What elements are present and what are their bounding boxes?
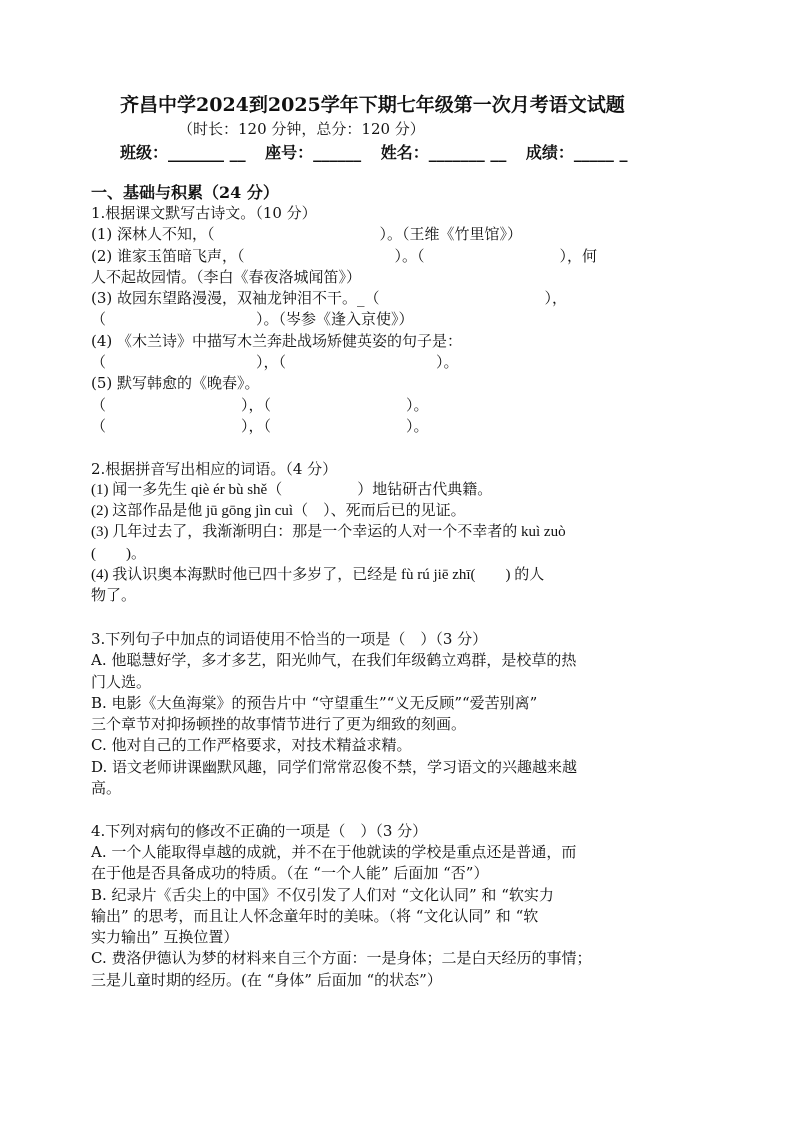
q4-option-a-cont: 在于他是否具备成功的特质。（在 “一个人能” 后面加 “否”）: [91, 864, 489, 883]
q1-line: （ ），（ ）。: [91, 395, 429, 414]
q1-line: （ ）。（岑参《逢入京使》）: [91, 310, 414, 329]
seat-field: 座号：______: [265, 143, 362, 162]
questions: [91, 203, 703, 991]
name-field: 姓名：_______ __: [380, 143, 507, 162]
q1-line: (3) 故园东望路漫漫，双袖龙钟泪不干。_（ ），: [91, 289, 568, 308]
q3-option-d: D. 语文老师讲课幽默风趣，同学们常常忍俊不禁，学习语文的兴趣越来越: [91, 757, 578, 776]
q3-option-a-cont: 门人选。: [91, 672, 152, 691]
q3-stem: 3.下列句子中加点的词语使用不恰当的一项是（ ）（3 分）: [91, 629, 488, 648]
q4-option-b-cont: 实力输出” 互换位置）: [91, 928, 239, 947]
q2-line: (2) 这部作品是他 jū gōng jìn cuì（ ）、死而后已的见证。: [91, 503, 466, 520]
q2-line: 物了。: [91, 588, 137, 605]
q2-stem: 2.根据拼音写出相应的词语。（4 分）: [91, 459, 338, 478]
q1-line: (5) 默写韩愈的《晚春》。: [91, 374, 260, 393]
q1-line: （ ），（ ）。: [91, 416, 429, 435]
q1-line: (4) 《木兰诗》中描写木兰奔赴战场矫健英姿的句子是：: [91, 331, 463, 350]
spacer: [91, 608, 703, 629]
q1-line: (2) 谁家玉笛暗飞声，（ ）。（ ），何: [91, 246, 598, 265]
q4-option-c-cont: 三是儿童时期的经历。(在 “身体” 后面加 “的状态”）: [91, 970, 442, 989]
q1-line: (1) 深林人不知，（ ）。（王维《竹里馆》）: [91, 225, 523, 244]
score-field: 成绩：_____ _: [525, 143, 628, 162]
q2-line: ( )。: [91, 545, 146, 562]
q4-option-b: B. 纪录片《舌尖上的中国》不仅引发了人们对 “文化认同” 和 “软实力: [91, 885, 554, 904]
q3-option-a: A. 他聪慧好学，多才多艺，阳光帅气，在我们年级鹤立鸡群，是校草的热: [91, 651, 577, 670]
page-title: 齐昌中学2024到2025学年下期七年级第一次月考语文试题: [120, 94, 625, 116]
exam-duration-score: （时长：120 分钟，总分：120 分）: [178, 120, 425, 138]
q1-stem: 1.根据课文默写古诗文。（10 分）: [91, 204, 317, 222]
q3-option-b: B. 电影《大鱼海棠》的预告片中 “守望重生”“义无反顾”“爱苦别离”: [91, 693, 538, 712]
q3-option-b-cont: 三个章节对抑扬顿挫的故事情节进行了更为细致的刻画。: [91, 715, 467, 734]
q3-option-d-cont: 高。: [91, 779, 122, 798]
spacer: [91, 799, 703, 820]
q2-line: (1) 闻一多先生 qiè ér bù shě（ ）地钻研古代典籍。: [91, 481, 493, 498]
student-info-row: [120, 140, 641, 163]
q2-line: (3) 几年过去了，我渐渐明白：那是一个幸运的人对一个不幸者的 kuì zuò: [91, 524, 566, 541]
q4-stem: 4.下列对病句的修改不正确的一项是（ ）（3 分）: [91, 821, 428, 840]
q3-option-c: C. 他对自己的工作严格要求，对技术精益求精。: [91, 736, 412, 755]
q4-option-b-cont: 输出” 的思考，而且让人怀念童年时的美味。（将 “文化认同” 和 “软: [91, 906, 539, 925]
section-heading: 一、基础与积累（24 分）: [91, 183, 279, 202]
q1-line: （ ），（ ）。: [91, 353, 459, 372]
spacer: [91, 437, 703, 458]
q1-line: 人不起故园情。（李白《春夜洛城闻笛》）: [91, 267, 362, 286]
class-field: 班级：_______ __: [120, 143, 246, 162]
q4-option-c: C. 费洛伊德认为梦的材料来自三个方面：一是身体；二是白天经历的事情；: [91, 949, 592, 968]
q2-line: (4) 我认识奥本海默时他已四十多岁了，已经是 fù rú jiē zhī( ) 的人: [91, 567, 545, 584]
q4-option-a: A. 一个人能取得卓越的成就，并不在于他就读的学校是重点还是普通，而: [91, 842, 577, 861]
